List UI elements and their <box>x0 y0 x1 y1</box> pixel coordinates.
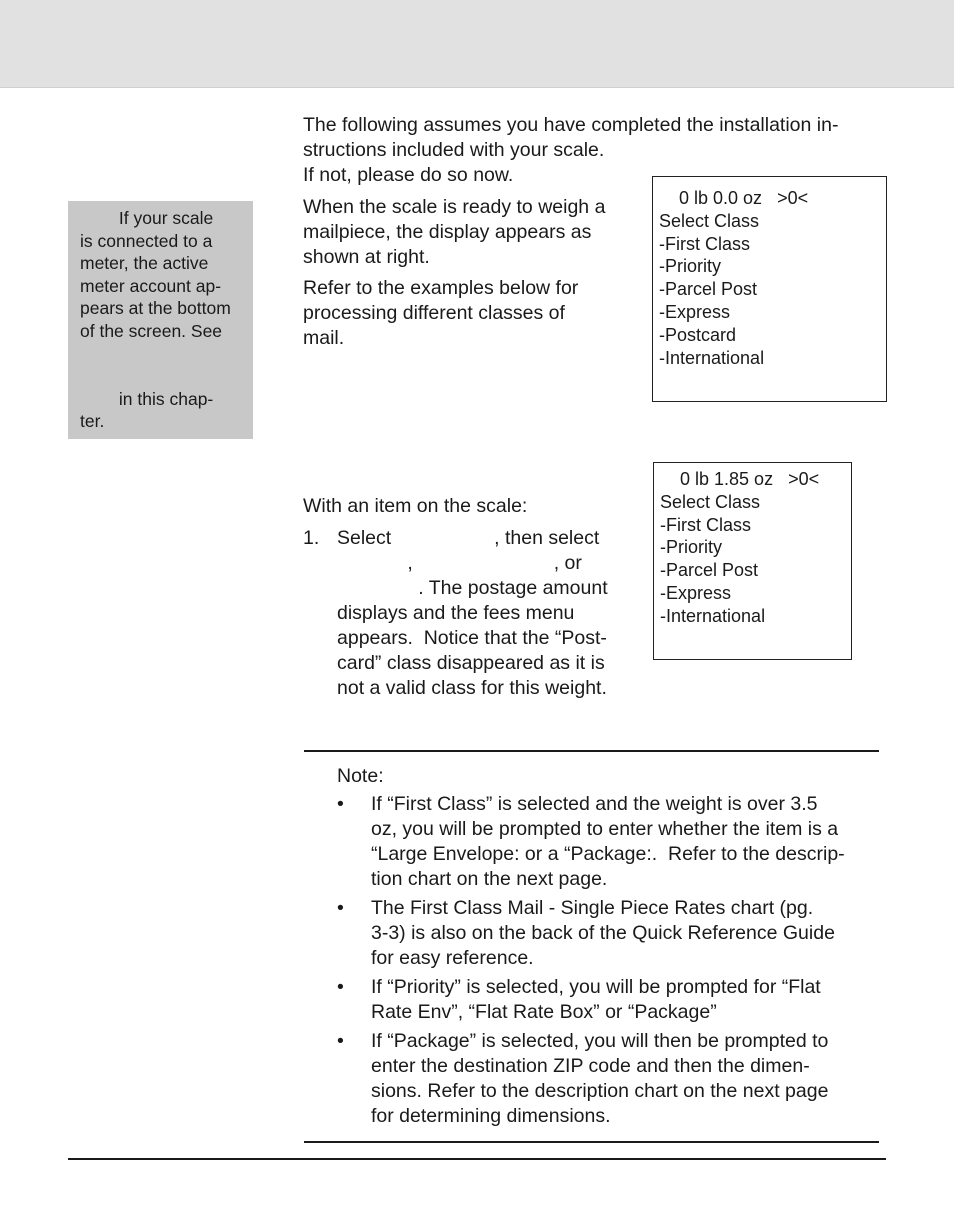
refer-line: processing different classes of <box>303 302 565 324</box>
note-bullet <box>371 792 845 892</box>
note-bullet <box>371 1029 828 1129</box>
step-line: , , or <box>337 552 582 574</box>
note-bullet <box>371 975 821 1025</box>
sidebar-note-line: in this chap- <box>80 388 214 409</box>
bullet-line: 3-3) is also on the back of the Quick Reference Guide <box>371 922 835 944</box>
scale-display-item <box>653 462 852 660</box>
display-line: -Express <box>660 582 732 603</box>
bullet-line: sions. Refer to the description chart on the next page <box>371 1080 829 1102</box>
bullet-marker: • <box>337 976 344 998</box>
display-line: -Parcel Post <box>660 560 759 581</box>
refer-line: mail. <box>303 327 345 349</box>
bullet-line: enter the destination ZIP code and then the dimen- <box>371 1055 810 1077</box>
bullet-line: for easy reference. <box>371 947 534 969</box>
step-line: not a valid class for this weight. <box>337 677 607 699</box>
bullet-line: for determining dimensions. <box>371 1105 611 1127</box>
scale-display-empty <box>652 176 887 402</box>
with-item-text: With an item on the scale: <box>303 495 528 517</box>
display-line: -Express <box>659 301 731 322</box>
display-line: -International <box>660 605 766 626</box>
step-line: . The postage amount <box>337 577 608 599</box>
sidebar-note-line: ter. <box>80 411 105 432</box>
step-line: Select , then select <box>337 527 600 549</box>
ready-paragraph <box>303 195 605 270</box>
display-line: -Postcard <box>659 324 737 345</box>
sidebar-note <box>68 201 253 439</box>
bullet-line: The First Class Mail - Single Piece Rates chart (pg. <box>371 897 814 919</box>
sidebar-note-line: of the screen. See <box>80 320 223 341</box>
display-line: -Parcel Post <box>659 279 758 300</box>
bullet-line: “Large Envelope: or a “Package:. Refer to the descrip- <box>371 843 845 865</box>
bullet-line: tion chart on the next page. <box>371 868 608 890</box>
note-top-rule <box>304 750 879 752</box>
sidebar-note-line <box>80 343 247 366</box>
bullet-line: oz, you will be prompted to enter whether the item is a <box>371 818 839 840</box>
display-line: -Priority <box>659 256 721 277</box>
bullet-marker: • <box>337 1030 344 1052</box>
sidebar-note-line: meter, the active <box>80 253 209 274</box>
sidebar-note-line: If your scale <box>80 208 214 228</box>
intro-line: If not, please do so now. <box>303 164 514 186</box>
sidebar-note-line: pears at the bottom <box>80 298 231 319</box>
header-band <box>0 0 954 88</box>
note-bullet <box>371 896 835 971</box>
step-1-text <box>337 526 608 701</box>
bullet-line: If “First Class” is selected and the weight is over 3.5 <box>371 793 818 815</box>
ready-line: shown at right. <box>303 246 430 268</box>
sidebar-note-line: meter account ap- <box>80 275 222 296</box>
bullet-line: Rate Env”, “Flat Rate Box” or “Package” <box>371 1001 717 1023</box>
step-line: displays and the fees menu <box>337 602 575 624</box>
footer-rule <box>68 1158 886 1160</box>
display-line: Select Class <box>659 210 760 231</box>
intro-line: structions included with your scale. <box>303 139 605 161</box>
display-line: 0 lb 0.0 oz >0< <box>659 188 809 208</box>
display-line: -International <box>659 347 765 368</box>
sidebar-note-line: is connected to a <box>80 230 213 251</box>
display-line: -First Class <box>660 514 751 535</box>
step-line: card” class disappeared as it is <box>337 652 605 674</box>
note-label: Note: <box>337 765 384 787</box>
bullet-marker: • <box>337 793 344 815</box>
bullet-line: If “Package” is selected, you will then be prompted to <box>371 1030 829 1052</box>
step-number: 1. <box>303 527 320 549</box>
ready-line: When the scale is ready to weigh a <box>303 196 606 218</box>
bullet-marker: • <box>337 897 344 919</box>
display-line: Select Class <box>660 491 761 512</box>
sidebar-note-line <box>80 365 247 388</box>
intro-line: The following assumes you have completed the installation in- <box>303 114 839 136</box>
refer-paragraph <box>303 276 578 351</box>
note-bottom-rule <box>304 1141 879 1143</box>
bullet-line: If “Priority” is selected, you will be prompted for “Flat <box>371 976 821 998</box>
display-line: 0 lb 1.85 oz >0< <box>660 469 820 489</box>
refer-line: Refer to the examples below for <box>303 277 579 299</box>
display-line: -Priority <box>660 537 722 558</box>
ready-line: mailpiece, the display appears as <box>303 221 592 243</box>
display-line: -First Class <box>659 233 750 254</box>
step-line: appears. Notice that the “Post- <box>337 627 607 649</box>
